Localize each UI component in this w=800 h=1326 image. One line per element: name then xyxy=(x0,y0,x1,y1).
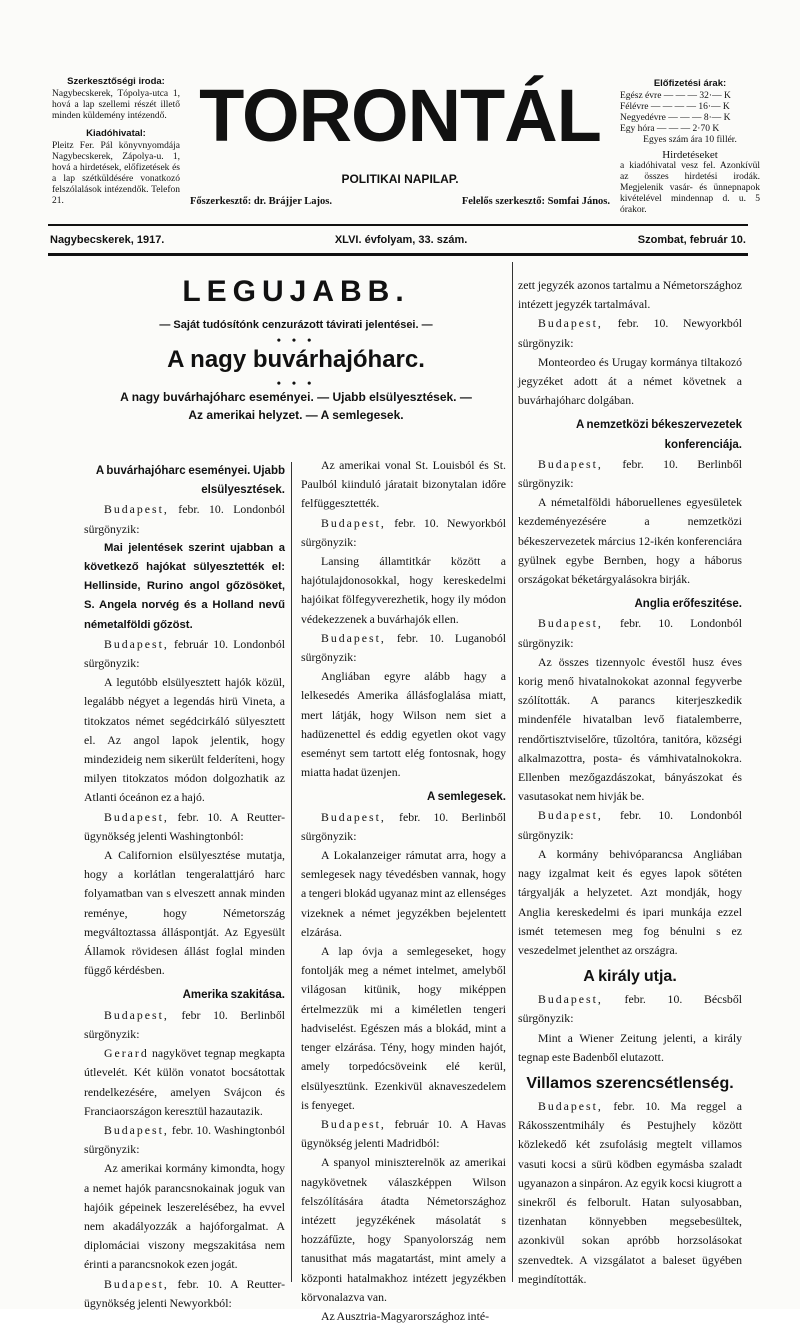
main-headline: A nagy buvárhajóharc. xyxy=(167,346,425,373)
section-heading: A nemzetközi békeszervezetek konferenciája. xyxy=(575,419,742,451)
banner-subtitle: — Saját tudósítónk cenzurázott távirati jelentései. — xyxy=(159,319,433,331)
article-column-3 xyxy=(518,276,742,1289)
article-paragraph: Mai jelentések szerint ujabban a következő hajókat sülyesztették el: Hellinside, Rurino angol gőzösöket, S. Angela norvég és a Holland nevű németalföldi gőzöst. xyxy=(84,541,285,631)
section-heading: Amerika szakitása. xyxy=(182,989,285,1002)
article-paragraph: Az Ausztria-Magyarországhoz inté- xyxy=(321,1308,490,1323)
header-rule xyxy=(48,224,748,226)
article-paragraph: A lap óvja a semlegeseket, hogy fontolják meg a német intelmet, amelyből világosan kitünik, hogy miképpen értelmezzük mi a kiméletlen tengeri hadviselést. Egészen más a blokád, mint a tenger elzárása. Tény, hogy minden hajót, amely torpedócsöveink elé kerül, elsülyesztünk. Ezenkivül aknaveszedelem is fenyeget. xyxy=(301,944,506,1112)
article-paragraph: Az amerikai vonal St. Louisból és St. Paulból kiinduló járatait bizonytalan időre felfüggesztették. xyxy=(301,458,506,511)
article-column-2 xyxy=(301,456,506,1326)
dispatch-text: febr. 10. A Reutter-ügynökség jelenti Washingtonból: xyxy=(84,809,285,843)
price-line: Egész évre — — — 32·— K xyxy=(620,91,731,101)
masthead-subtitle: POLITIKAI NAPILAP. xyxy=(341,172,459,186)
dispatch-source: Budapest, xyxy=(538,616,603,631)
dispatch-source: Budapest, xyxy=(104,1276,169,1291)
dispatch-source: Budapest, xyxy=(104,636,169,651)
dispatch-paragraph xyxy=(84,808,285,846)
dispatch-source: Gerard xyxy=(104,1046,149,1061)
place-year: Nagybecskerek, 1917. xyxy=(50,234,165,246)
editorial-office-box xyxy=(52,74,180,207)
dispatch-source: Budapest, xyxy=(321,515,386,530)
dispatch-paragraph xyxy=(301,514,506,552)
responsible-editor: Felelős szerkesztő: Somfai János. xyxy=(461,196,610,207)
ads-text: a kiadóhivatal vesz fel. Azonkívül az összes hirdetési irodák. Megjelenik vasár- és ünnepnapok kivételével mindennap d. u. 5 órakor. xyxy=(620,161,760,215)
article-paragraph: A németalföldi háboruellenes egyesületek kezdeményezésére a nemzetközi békeszervezetek március 12-ikén konferenciára gyülnek egybe Bernben, hogy a háborus országokat béketárgyalásokra birják. xyxy=(518,495,742,587)
dispatch-text: febr. 10. Londonból sürgönyzik: xyxy=(518,808,742,842)
dispatch-text: febr. 10. Berlinből sürgönyzik: xyxy=(301,809,506,843)
dispatch-source: Budapest, xyxy=(321,809,386,824)
publisher-office-title: Kiadóhivatal: xyxy=(86,128,146,139)
issue-date: Szombat, február 10. xyxy=(637,234,746,246)
dispatch-source: Budapest, xyxy=(104,1122,169,1137)
article-paragraph: Monteordeo és Urugay kormánya tiltakozó jegyzéket adott át a német követnek a buvárhajóharc dolgában. xyxy=(518,354,742,408)
article-paragraph: Az amerikai kormány kimondta, hogy a nemet hajók parancsnokainak joguk van hajóik gépeinek leszerelésébez, ha evvel nem akadályozzák a hajóforgalmat. A diplomáciai viszony megszakitása nem érinti a parancsnokok ezen jogát. xyxy=(84,1161,285,1272)
article-paragraph: A Californion elsülyesztése mutatja, hogy a korlátlan tengeralattjáró harc folyamatban van s elveszett annak minden reménye, hogy Németország megváltoztassa álláspontját. Az Egyesült Államok rövidesen állást foglal minden függő kérdésben. xyxy=(84,848,285,978)
publisher-office-text: Pleitz Fer. Pál könyvnyomdája Nagybecskerek, Zápolya-u. 1, hová a hirdetések, előfizetések és a lap szétküldésére vonatkozó felszólalások intézendők. Telefon 21. xyxy=(52,141,180,206)
article-paragraph: Az összes tizennyolc évestől husz éves korig menő hivatalnokokat azonnal fegyverbe szólították. A parancs kiterjeszkedik mindenféle hivatalban levő fiatalemberre, rendőrtisztviselőre, tűzoltóra, tanitóra, községi alkalmazottra, posta- és vámhivatalnokokra. Ellenben mezőgazdászokat, bányászokat és vasutasokat nem hivják be. xyxy=(518,654,742,804)
dispatch-text: febr. 10. Bécsből sürgönyzik: xyxy=(518,992,742,1026)
article-paragraph: Mint a Wiener Zeitung jelenti, a király tegnap este Badenből elutazott. xyxy=(518,1030,742,1064)
dispatch-source: Budapest, xyxy=(538,992,603,1007)
dispatch-source: Budapest, xyxy=(538,316,603,331)
masthead-title: TORONTÁL xyxy=(199,74,601,157)
dispatch-source: Budapest, xyxy=(104,809,169,824)
dispatch-paragraph xyxy=(84,1121,285,1159)
editors-line xyxy=(190,196,610,207)
subscription-title: Előfizetési árak: xyxy=(653,78,727,89)
section-heading: A semlegesek. xyxy=(427,791,506,804)
article-column-1 xyxy=(84,456,285,1313)
single-issue-price: Egyes szám ára 10 fillér. xyxy=(643,135,737,145)
dispatch-source: Budapest, xyxy=(538,1098,603,1113)
subscription-box xyxy=(620,76,760,216)
editorial-office-title: Szerkesztőségi iroda: xyxy=(67,76,165,87)
dispatch-text: febr. 10. Washingtonból sürgönyzik: xyxy=(84,1122,285,1157)
latest-news-title: LEGUJABB. xyxy=(182,275,410,308)
issue-number: XLVI. évfolyam, 33. szám. xyxy=(334,234,468,246)
dispatch-text: február 10. A Havas ügynökség jelenti Madridból: xyxy=(301,1116,506,1151)
section-heading: A buvárhajóharc eseményei. Ujabb elsülyesztések. xyxy=(95,465,285,497)
dispatch-text: febr. 10. A Reutter-ügynökség jelenti Newyorkból: xyxy=(84,1276,285,1310)
issue-dateline xyxy=(50,234,746,246)
dispatch-paragraph xyxy=(84,1006,285,1044)
headline-summary-1: A nagy buvárhajóharc eseményei. — Ujabb elsülyesztések. — xyxy=(120,390,472,404)
price-line: Félévre — — — — 16·— K xyxy=(620,102,730,112)
dispatch-text: febr. 10. Luganoból sürgönyzik: xyxy=(301,630,506,665)
dispatch-paragraph xyxy=(518,990,742,1028)
dispatch-paragraph xyxy=(301,808,506,846)
dispatch-paragraph xyxy=(301,1115,506,1153)
editorial-office-text: Nagybecskerek, Tópolya-utca 1, hová a lap szellemi részét illető minden küldemény intézendő. xyxy=(52,89,180,121)
dispatch-source: Budapest, xyxy=(104,502,169,517)
price-line: Egy hóra — — — 2·70 K xyxy=(620,124,720,134)
headline-summary-2: Az amerikai helyzet. — A semlegesek. xyxy=(188,408,404,422)
section-heading: Anglia erőfeszitése. xyxy=(634,598,742,611)
dispatch-paragraph xyxy=(301,629,506,667)
ads-title: Hirdetéseket xyxy=(662,149,718,161)
dispatch-paragraph xyxy=(84,1044,285,1121)
section-heading: A király utja. xyxy=(583,968,677,986)
dispatch-source: Budapest, xyxy=(538,456,603,471)
article-paragraph: A Lokalanzeiger rámutat arra, hogy a semlegesek nagy tévedésben vannak, hogy a tengeri blokád ugyanaz mint az ellenséges vizeknek a német jegyzékben bejelentett elzárása. xyxy=(301,848,506,939)
dispatch-text: febr 10. Berlinből sürgönyzik: xyxy=(84,1007,285,1041)
dispatch-paragraph xyxy=(84,635,285,673)
editor-in-chief: Főszerkesztő: dr. Brájjer Lajos. xyxy=(190,196,333,207)
dispatch-source: Budapest, xyxy=(538,808,603,823)
dispatch-paragraph xyxy=(518,1097,742,1289)
dispatch-text: febr. 10. Newyorkból sürgönyzik: xyxy=(518,316,742,350)
article-paragraph: A kormány behivóparancsa Angliában nagy izgalmat keit és egyes lapok sötéten tárgyalják a helyzetet. Azt mondják, hogy Anglia kereskedelmi és ipari munkája ezzel ismét tetemesen meg fog bénulni s ez veszedelmet jelenthet az országra. xyxy=(518,846,742,957)
article-paragraph: A legutóbb elsülyesztett hajók közül, legalább négyet a legendás hirü Vineta, a titokzatos német segédcirkáló sülyesztett el. Az angol lapok jelentik, hogy mindezideig nem sikerült felderíteni, hogy milyen titokzatos módon dolgozhatik az Atlanti óceánon ez a hajó. xyxy=(84,675,285,805)
dispatch-paragraph xyxy=(518,614,742,652)
article-paragraph: A spanyol miniszterelnök az amerikai nagykövetnek válaszképpen Wilson felszólítására átadta Németországhoz intézett jegyzékének másolatát s hozzáfűzte, hogy Spanyolország nem tanusithat más magatartást, mint amely a központi hatalmakhoz intézett jegyzékben körvonalazva van. xyxy=(301,1155,506,1304)
ornament-dots: • • • xyxy=(276,333,316,347)
news-banner xyxy=(82,274,510,424)
dispatch-paragraph xyxy=(518,455,742,493)
ornament-dots: • • • xyxy=(276,376,316,390)
price-line: Negyedévre — — — 8·— K xyxy=(620,113,731,123)
dispatch-source: Budapest, xyxy=(321,630,386,645)
article-paragraph: zett jegyzék azonos tartalmu a Németországhoz intézett jegyzék tartalmával. xyxy=(518,278,742,312)
dispatch-text: febr. 10. Londonból sürgönyzik: xyxy=(518,616,742,650)
dispatch-source: Budapest, xyxy=(321,1116,386,1131)
dispatch-text: febr. 10. Newyorkból sürgönyzik: xyxy=(301,515,506,549)
dateline-rule xyxy=(48,253,748,256)
section-heading: Villamos szerencsétlenség. xyxy=(526,1074,734,1092)
dispatch-text: február 10. Londonból sürgönyzik: xyxy=(84,636,285,671)
dispatch-text: febr. 10. Londonból sürgönyzik: xyxy=(84,502,285,536)
dispatch-text: nagykövet tegnap megkapta útlevelét. Két külön vonatot bocsátottak rendelkezésére, amelyen Svájcon és Franciaországon keresztül hazautazik. xyxy=(84,1046,285,1118)
dispatch-text: febr. 10. Ma reggel a Rákosszentmihály és Pestujhely között közlekedő két zsufolásig megtelt villamos vasuti kocsi a sürü ködben egymásba szaladt ugyanazon a sinpáron. Az egyik kocsi kiugrott a sinekről és felborult. Hatan sulyosabban, tizenhatan könnyebben megsebesültek, azonkivül sokan apróbb horzsolásokat szenvedtek. A vizsgálatot a baleset ügyében megindították. xyxy=(518,1098,742,1286)
dispatch-paragraph xyxy=(518,806,742,844)
column-divider xyxy=(512,262,513,1282)
dispatch-paragraph xyxy=(84,1275,285,1313)
article-paragraph: Lansing államtitkár között a hajótulajdonosokkal, hogy kereskedelmi hajóikat fölfegyverezhetik, hogy ily módon védekezzenek a buvárhajók ellen. xyxy=(301,554,506,626)
dispatch-paragraph xyxy=(84,500,285,538)
dispatch-source: Budapest, xyxy=(104,1007,169,1022)
dispatch-paragraph xyxy=(518,314,742,352)
dispatch-text: febr. 10. Berlinből sürgönyzik: xyxy=(518,456,742,491)
article-paragraph: Angliában egyre alább hagy a lelkesedés Amerika állásfoglalása miatt, mert látják, hogy Wilson nem siet a hadüzenettel és eddig egyetlen okot vagy eseményt sem tartott elég fontosnak, hogy miatta hadat üzenjen. xyxy=(301,669,506,780)
column-divider xyxy=(291,462,292,1282)
